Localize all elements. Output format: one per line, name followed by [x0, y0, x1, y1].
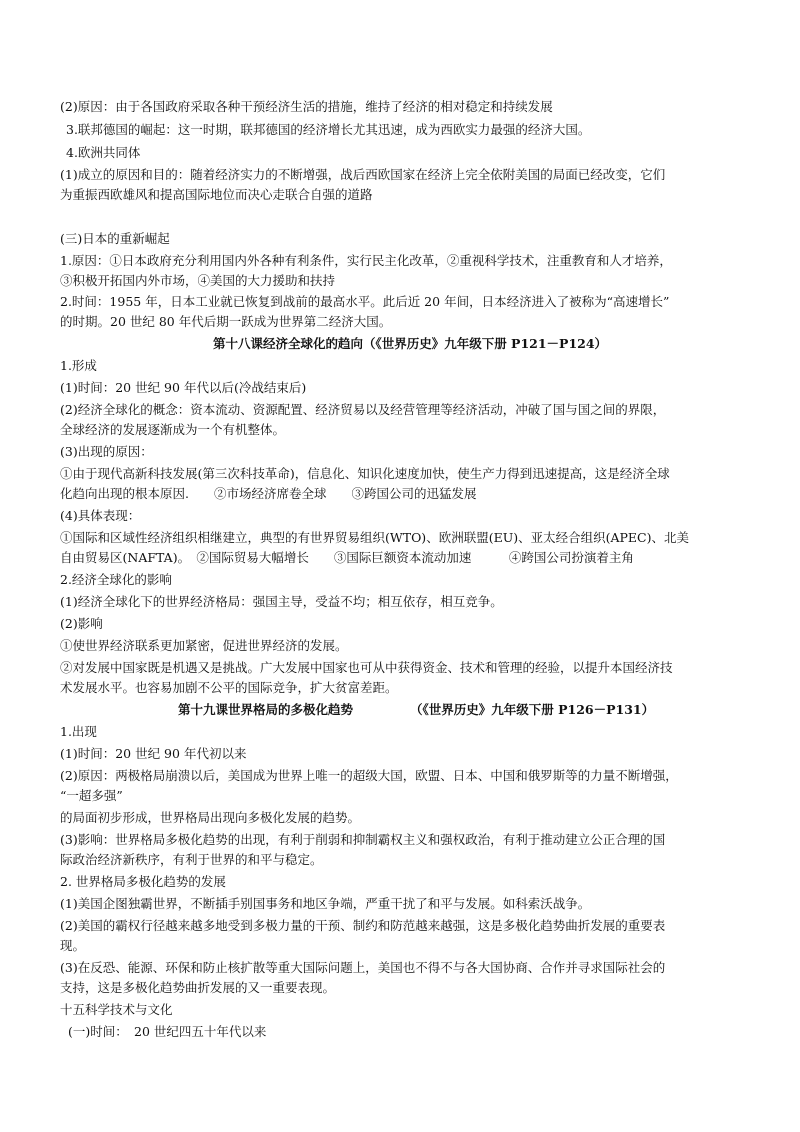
text-line: (2)原因：由于各国政府采取各种干预经济生活的措施，维持了经济的相对稳定和持续发展	[60, 99, 553, 114]
text-line: (1)成立的原因和目的：随着经济实力的不断增强，战后西欧国家在经济上完全依附美国的局面已经改变，它们	[60, 167, 666, 182]
text-line: 化趋向出现的根本原因. ②市场经济席卷全球 ③跨国公司的迅猛发展	[60, 486, 477, 501]
text-line: ②对发展中国家既是机遇又是挑战。广大发展中国家也可从中获得资金、技术和管理的经验，以提升本国经济技	[60, 660, 673, 675]
lesson-19-heading-source: （《世界历史》九年级下册 P126－P131）	[410, 702, 655, 717]
text-line: ③积极开拓国内外市场，④美国的大力援助和扶持	[60, 273, 336, 288]
text-line: (1)经济全球化下的世界经济格局：强国主导，受益不均；相互依存，相互竞争。	[60, 594, 503, 609]
text-line: 全球经济的发展逐渐成为一个有机整体。	[60, 422, 286, 437]
lesson-18-heading: 第十八课经济全球化的趋向（《世界历史》九年级下册 P121－P124）	[212, 336, 608, 351]
text-line: (3)在反恐、能源、环保和防止核扩散等重大国际问题上，美国也不得不与各大国协商、合作并寻求国际社会的	[60, 960, 666, 975]
text-line: (3)影响：世界格局多极化趋势的出现，有利于削弱和抑制霸权主义和强权政治，有利于推动建立公正合理的国	[60, 832, 666, 847]
text-line: (1)美国企图独霸世界，不断插手别国事务和地区争端，严重干扰了和平与发展。如科索沃战争。	[60, 896, 591, 911]
text-line: (1)时间：20 世纪 90 年代以后(冷战结束后)	[60, 380, 307, 395]
text-line: 术发展水平。也容易加剧不公平的国际竞争，扩大贫富差距。	[60, 680, 398, 695]
text-line: (2)影响	[60, 616, 103, 631]
text-line: (2)原因：两极格局崩溃以后，美国成为世界上唯一的超级大国，欧盟、日本、中国和俄罗斯等的力量不断增强，	[60, 768, 678, 783]
text-line: 的局面初步形成，世界格局出现向多极化发展的趋势。	[60, 810, 361, 825]
text-line: 2.时间：1955 年，日本工业就已恢复到战前的最高水平。此后近 20 年间，日本经济进入了被称为“高速增长”	[60, 294, 670, 309]
text-line: 3.联邦德国的崛起：这一时期，联邦德国的经济增长尤其迅速，成为西欧实力最强的经济大国。	[66, 122, 591, 137]
text-line: 2.经济全球化的影响	[60, 572, 172, 587]
text-line: 现。	[60, 938, 86, 953]
text-line: 的时期。20 世纪 80 年代后期一跃成为世界第二经济大国。	[60, 314, 392, 329]
text-line: (一)时间： 20 世纪四五十年代以来	[68, 1024, 267, 1039]
text-line: (3)出现的原因：	[60, 444, 153, 459]
text-line: 际政治经济新秩序，有利于世界的和平与稳定。	[60, 852, 323, 867]
text-line: ①由于现代高新科技发展(第三次科技革命)，信息化、知识化速度加快，使生产力得到迅速提高，这是经济全球	[60, 466, 670, 481]
text-line: ①国际和区域性经济组织相继建立，典型的有世界贸易组织(WTO)、欧洲联盟(EU)、亚太经合组织(APEC)、北美	[60, 530, 689, 545]
text-line: ①使世界经济联系更加紧密，促进世界经济的发展。	[60, 638, 348, 653]
text-line: “一超多强”	[60, 788, 123, 803]
text-line: 4.欧洲共同体	[66, 145, 141, 160]
text-line: 1.出现	[60, 724, 97, 739]
text-line: 1.原因：①日本政府充分利用国内外各种有利条件，实行民主化改革，②重视科学技术，注重教育和人才培养，	[60, 253, 672, 268]
text-line: 1.形成	[60, 358, 97, 373]
text-line: (4)具体表现：	[60, 508, 141, 523]
text-line: 支持，这是多极化趋势曲折发展的又一重要表现。	[60, 980, 336, 995]
text-line: (2)美国的霸权行径越来越多地受到多极力量的干预、制约和防范越来越强，这是多极化趋势曲折发展的重要表	[60, 918, 666, 933]
text-line: 2. 世界格局多极化趋势的发展	[60, 874, 226, 889]
text-line: (1)时间：20 世纪 90 年代初以来	[60, 746, 247, 761]
lesson-19-heading: 第十九课世界格局的多极化趋势	[178, 702, 354, 717]
section-heading: 十五科学技术与文化	[60, 1002, 173, 1017]
text-line: (2)经济全球化的概念：资本流动、资源配置、经济贸易以及经营管理等经济活动，冲破了国与国之间的界限，	[60, 402, 666, 417]
text-line: 自由贸易区(NAFTA)。 ②国际贸易大幅增长 ③国际巨额资本流动加速 ④跨国公司扮演着主角	[60, 550, 634, 565]
text-line: 为重振西欧雄风和提高国际地位而决心走联合自强的道路	[60, 187, 373, 202]
section-heading: (三)日本的重新崛起	[60, 231, 170, 246]
